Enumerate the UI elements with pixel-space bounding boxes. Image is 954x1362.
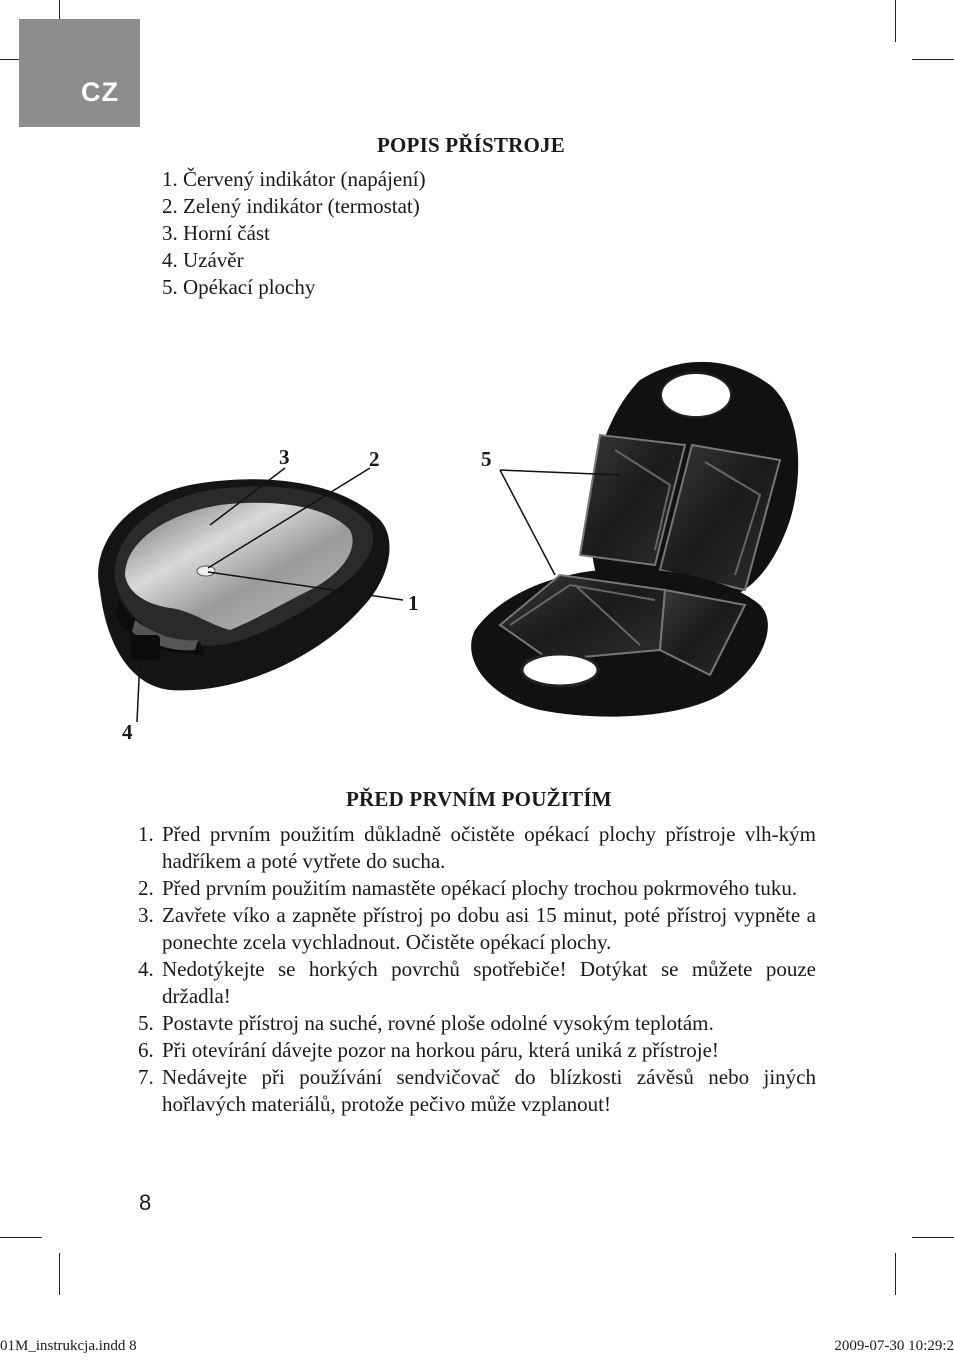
crop-mark	[912, 1237, 954, 1238]
description-title: POPIS PŘÍSTROJE	[377, 133, 565, 157]
item-number: 6.	[138, 1038, 154, 1062]
list-item: 2. Zelený indikátor (termostat)	[162, 194, 420, 218]
appliance-illustration	[80, 350, 820, 730]
before-first-use-title: PŘED PRVNÍM POUŽITÍM	[346, 787, 612, 811]
crop-mark	[895, 0, 896, 42]
item-text: Před prvním použitím namastěte opékací plochy trochou pokrmového tuku.	[162, 876, 798, 900]
list-item: 4. Uzávěr	[162, 248, 244, 272]
item-text: Nedotýkejte se horkých povrchů spotřebiče! Dotýkat se můžete pouze držadla!	[162, 957, 816, 1008]
page-number: 8	[139, 1190, 152, 1215]
list-item	[138, 875, 816, 902]
callout-1: 1	[408, 591, 419, 615]
list-item: 3. Horní část	[162, 221, 270, 245]
crop-mark	[0, 1237, 42, 1238]
item-number: 1.	[138, 822, 154, 846]
slug-datetime: 2009-07-30 10:29:2	[834, 1338, 954, 1354]
instructions-list	[138, 821, 816, 1118]
parts-list	[162, 166, 426, 301]
crop-mark	[912, 59, 954, 60]
callout-5: 5	[481, 447, 492, 471]
sandwich-maker-closed-icon	[98, 479, 389, 690]
item-text: Při otevírání dávejte pozor na horkou páru, která uniká z přístroje!	[162, 1038, 719, 1062]
item-text: Zavřete víko a zapněte přístroj po dobu asi 15 minut, poté přístroj vypněte a ponechte zcela vychladnout. Očistěte opékací plochy.	[162, 903, 816, 954]
item-number: 7.	[138, 1065, 154, 1089]
item-number: 5.	[138, 1011, 154, 1035]
sandwich-maker-open-icon	[471, 362, 798, 717]
item-number: 3.	[138, 903, 154, 927]
slug-filename: 01M_instrukcja.indd 8	[0, 1338, 137, 1354]
callout-3: 3	[279, 445, 290, 469]
list-item	[138, 821, 816, 875]
list-item	[138, 902, 816, 956]
list-item	[138, 1064, 816, 1118]
callout-2: 2	[369, 447, 380, 471]
crop-mark	[59, 1253, 60, 1295]
item-text: Před prvním použitím důkladně očistěte opékací plochy přístroje vlh-kým hadříkem a poté vytřete do sucha.	[162, 822, 816, 873]
item-number: 4.	[138, 957, 154, 981]
list-item: 5. Opékací plochy	[162, 275, 316, 299]
language-tab	[19, 19, 140, 127]
language-code: CZ	[81, 77, 119, 107]
list-item: 1. Červený indikátor (napájení)	[162, 167, 426, 191]
callout-4: 4	[122, 720, 133, 744]
list-item	[138, 956, 816, 1010]
item-text: Postavte přístroj na suché, rovné ploše odolné vysokým teplotám.	[162, 1011, 714, 1035]
item-number: 2.	[138, 876, 154, 900]
list-item	[138, 1010, 816, 1037]
list-item	[138, 1037, 816, 1064]
item-text: Nedávejte při používání sendvičovač do blízkosti závěsů nebo jiných hořlavých materiálů, protože pečivo může vzplanout!	[162, 1065, 816, 1116]
crop-mark	[895, 1253, 896, 1295]
